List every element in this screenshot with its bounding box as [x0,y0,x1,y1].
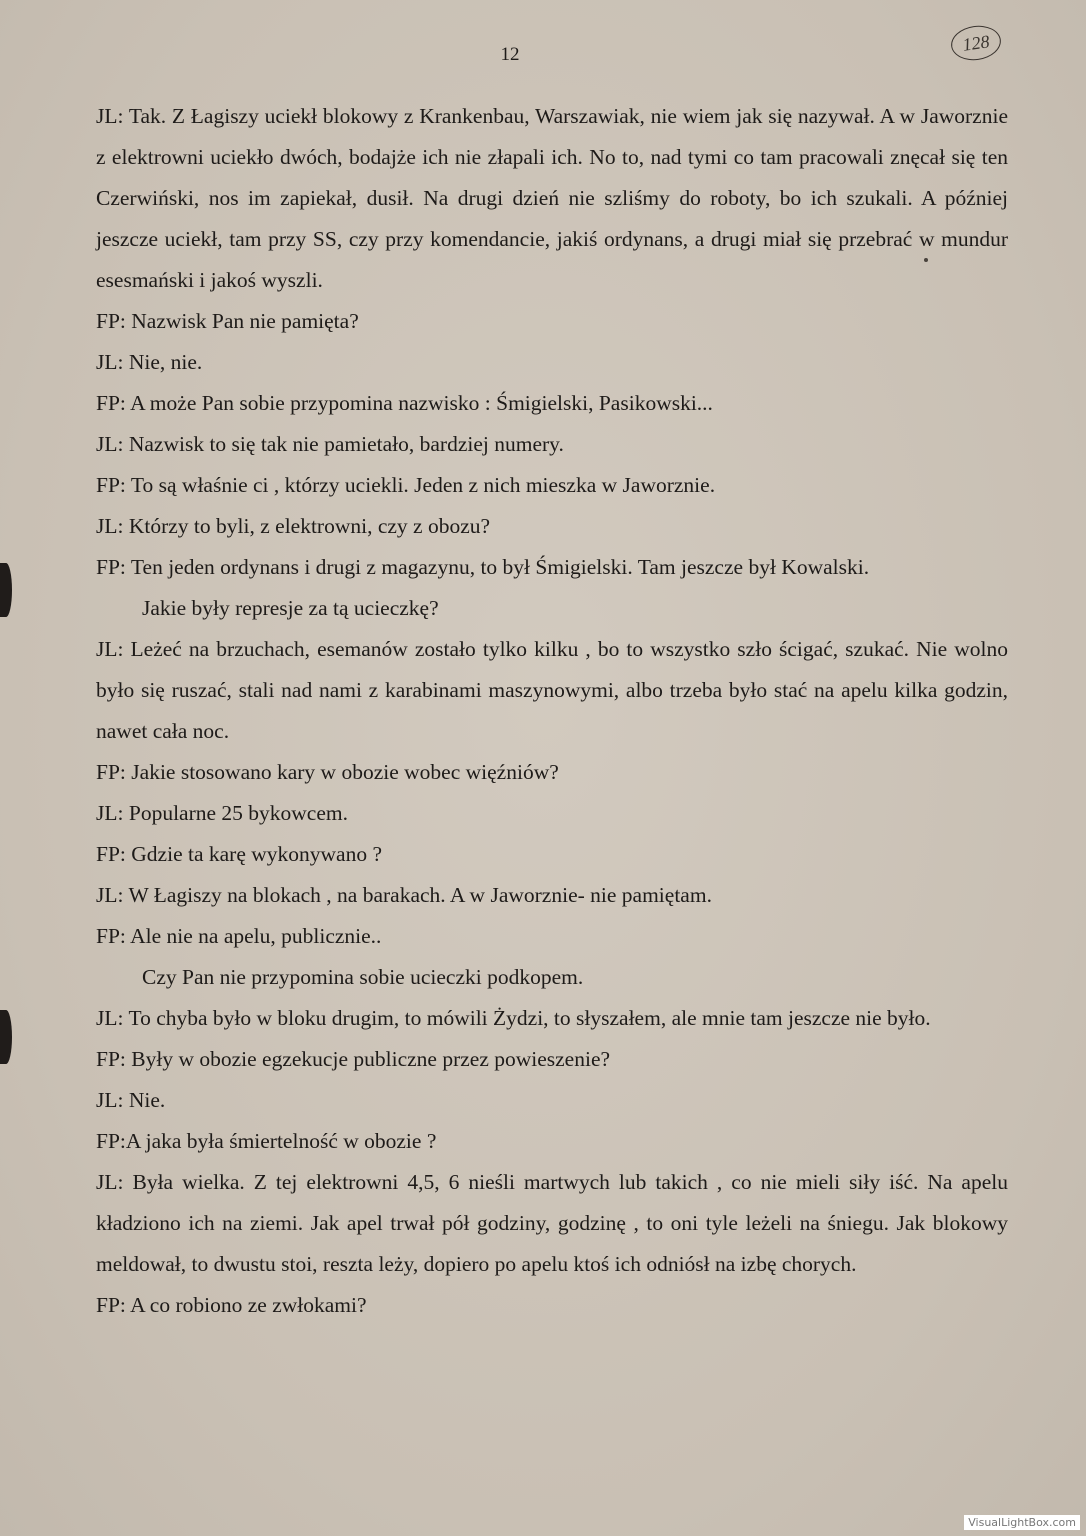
transcript-line: JL: W Łagiszy na blokach , na barakach. A w Jaworznie- nie pamiętam. [96,883,712,907]
transcript-line: FP: A może Pan sobie przypomina nazwisko : Śmigielski, Pasikowski... [96,391,713,415]
transcript-line: FP: Ale nie na apelu, publicznie.. [96,924,382,948]
interview-transcript [96,96,1008,1326]
transcript-line: FP: Jakie stosowano kary w obozie wobec więźniów? [96,760,559,784]
transcript-continuation: Czy Pan nie przypomina sobie ucieczki podkopem. [142,965,584,989]
transcript-line: FP: Nazwisk Pan nie pamięta? [96,309,359,333]
transcript-line: FP: To są właśnie ci , którzy uciekli. Jeden z nich mieszka w Jaworznie. [96,473,716,497]
watermark: VisualLightBox.com [964,1515,1080,1530]
transcript-line: FP: Gdzie ta karę wykonywano ? [96,842,383,866]
transcript-line: FP: Były w obozie egzekucje publiczne przez powieszenie? [96,1047,611,1071]
transcript-line: FP: A co robiono ze zwłokami? [96,1293,367,1317]
transcript-line: JL: Nie. [96,1088,166,1112]
binding-hole [0,1010,12,1064]
transcript-line: JL: Tak. Z Łagiszy uciekł blokowy z Krankenbau, Warszawiak, nie wiem jak się nazywał. A w Jaworznie z elektrowni uciekło dwóch, bodajże ich nie złapali ich. No to, nad tymi co tam pracowali znęcał się ten Czerwiński, nos im zapiekał, dusił. Na drugi dzień nie szliśmy do roboty, bo ich szukali. A później jeszcze uciekł, tam przy SS, czy przy komendancie, jakiś ordynans, a drugi miał się przebrać w mundur esesmański i jakoś wyszli. [96,104,1008,292]
transcript-line: JL: Nie, nie. [96,350,203,374]
transcript-line: JL: Którzy to byli, z elektrowni, czy z obozu? [96,514,491,538]
transcript-line: JL: Leżeć na brzuchach, esemanów zostało tylko kilku , bo to wszystko szło ścigać, szukać. Nie wolno było się ruszać, stali nad nami z karabinami maszynowymi, albo trzeba było stać na apelu kilka godzin, nawet cała noc. [96,637,1008,743]
transcript-line: FP: Ten jeden ordynans i drugi z magazynu, to był Śmigielski. Tam jeszcze był Kowalski. [96,555,870,579]
binding-hole [0,563,12,617]
transcript-line: FP:A jaka była śmiertelność w obozie ? [96,1129,437,1153]
transcript-line: JL: Nazwisk to się tak nie pamietało, bardziej numery. [96,432,564,456]
transcript-line: JL: Popularne 25 bykowcem. [96,801,348,825]
page-number: 12 [500,44,520,65]
transcript-line: JL: To chyba było w bloku drugim, to mówili Żydzi, to słyszałem, ale mnie tam jeszcze nie było. [96,1006,931,1030]
transcript-continuation: Jakie były represje za tą ucieczkę? [142,596,439,620]
archive-number-stamp: 128 [949,23,1003,64]
transcript-line: JL: Była wielka. Z tej elektrowni 4,5, 6 nieśli martwych lub takich , co nie mieli siły iść. Na apelu kładziono ich na ziemi. Jak apel trwał pół godziny, godzinę , to oni tyle leżeli na śniegu. Jak blokowy meldował, to dwustu stoi, reszta leży, dopiero po apelu ktoś ich odniósł na izbę chorych. [96,1170,1008,1276]
